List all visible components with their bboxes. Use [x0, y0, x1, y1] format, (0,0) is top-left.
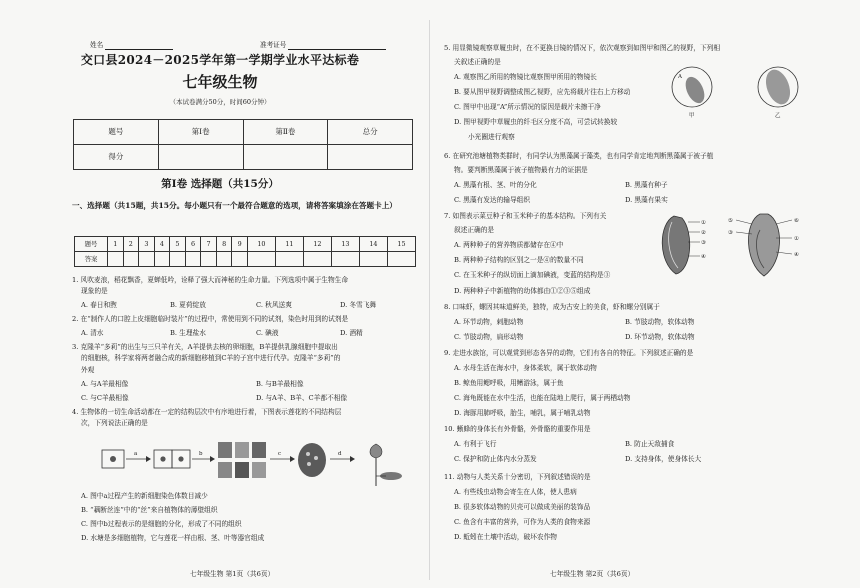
label-3-corn: ③ — [728, 230, 733, 236]
pod-hole — [314, 456, 318, 460]
option[interactable]: A. 春日和煦 — [81, 301, 117, 309]
score-header-cell: 第Ⅰ卷 — [158, 120, 243, 145]
question-5-stem: 5. 用显微镜观察草履虫时，在不更换目镜的情况下，依次观察到如图甲和图乙的视野，下列相 — [444, 44, 721, 52]
exam-note: （本试卷满分50分，时间60分钟） — [169, 98, 271, 106]
answer-number-cell: 12 — [303, 237, 331, 252]
tissue-block — [252, 442, 266, 458]
question-9-stem: 9. 走进水族馆，可以观赏到形态各异的动物，它们有各自的特征。下列叙述正确的是 — [444, 349, 694, 357]
question-1-stem: 现象的是 — [81, 287, 108, 295]
tissue-block — [235, 442, 249, 458]
answer-box[interactable] — [331, 252, 359, 267]
option[interactable]: C. 与C羊最相像 — [81, 394, 129, 402]
question-8-stem: 8. 口味虾，螺因其味道鲜美，独特，成为古安上的美食，虾和螺分别属于 — [444, 303, 660, 311]
answer-box[interactable] — [139, 252, 155, 267]
arrow-d-label: d — [338, 451, 342, 457]
question-2-stem: 2. 在“制作人的口腔上皮细胞临时装片”的过程中，常使用到不同的试剂，染色时用到的试剂是 — [72, 315, 349, 323]
view-jia-label: 甲 — [689, 113, 695, 118]
lotus-flower-shape — [370, 444, 382, 458]
arrow-c-label: c — [278, 451, 282, 457]
cell-nucleus-shape — [160, 456, 165, 461]
arrow-b-label: b — [199, 451, 203, 457]
answer-number-cell: 7 — [201, 237, 217, 252]
answer-box[interactable] — [359, 252, 387, 267]
seed-structure-figure — [652, 210, 820, 282]
name-label: 姓名 — [90, 41, 104, 50]
name-field[interactable] — [90, 40, 173, 50]
question-3-stem: 3. 克隆羊“多莉”的出生与三只羊有关，A羊提供去核的卵细胞，B羊提供乳腺细胞中提取出 — [72, 343, 338, 351]
answer-box[interactable] — [232, 252, 248, 267]
option[interactable]: C. 黑藻有发达的输导组织 — [454, 196, 531, 204]
question-1-stem: 1. 风吹麦浪，稻花飘香，夏蝉低吟，诠释了强大而神秘的生命力量。下列选项中属于生物生命 — [72, 276, 349, 284]
question-7-stem: 叙述正确的是 — [454, 226, 495, 234]
option[interactable]: C. 碘液 — [256, 329, 279, 337]
exam-number-field[interactable] — [260, 40, 386, 50]
tissue-group-shape — [218, 442, 266, 478]
option[interactable]: B. 鲸鱼用鳃呼吸，用鳍游泳，属于鱼 — [454, 379, 564, 387]
score-header-cell: 题号 — [74, 120, 159, 145]
page-two — [430, 0, 860, 588]
option[interactable]: B. 两种种子结构的区别之一是④的数量不同 — [454, 256, 584, 264]
corn-seed-shape — [748, 214, 779, 276]
score-cell[interactable] — [328, 145, 413, 170]
answer-number-cell: 4 — [154, 237, 170, 252]
answer-number-cell: 13 — [331, 237, 359, 252]
question-6-stem: 6. 在研究池塘植物类群时，有同学认为黑藻属于藻类，也有同学肯定地判断黑藻属于被子植 — [444, 152, 714, 160]
option[interactable]: B. 节肢动物，软体动物 — [625, 318, 695, 326]
label-4-corn: ④ — [794, 252, 799, 258]
label-3: ③ — [701, 240, 706, 246]
option[interactable]: C. 鱼含有丰富的营养，可作为人类的食物来源 — [454, 518, 591, 526]
option[interactable]: A. 观察图乙所用的物镜比观察图甲所用的物镜长 — [454, 73, 597, 81]
answer-number-cell: 10 — [247, 237, 275, 252]
lotus-structure-figure — [96, 436, 416, 488]
option[interactable]: D. 两种种子中新植物的幼体都由①②③⑤组成 — [454, 287, 591, 295]
subject-title: 七年级生物 — [182, 73, 258, 91]
lotus-pod-shape — [298, 443, 326, 477]
answer-number-cell: 15 — [387, 237, 415, 252]
exam-number-label: 准考证号 — [260, 41, 287, 50]
marker-a-label: A — [678, 74, 682, 80]
label-6: ⑥ — [794, 218, 799, 224]
option[interactable]: B. 生理盐水 — [170, 329, 206, 337]
arrow-d-head — [350, 456, 355, 462]
question-11-stem: 11. 动物与人类关系十分密切，下列叙述错误的是 — [444, 473, 591, 481]
answer-box[interactable] — [185, 252, 201, 267]
answer-box[interactable] — [216, 252, 232, 267]
paramecium-large-shape — [762, 66, 795, 107]
label-5: ⑤ — [728, 218, 733, 224]
score-cell[interactable] — [243, 145, 328, 170]
label-1-corn: ① — [794, 236, 799, 242]
question-6-stem: 物。要判断黑藻属于被子植物最有力的证据是 — [454, 166, 588, 174]
option[interactable]: B. “藕断丝连”中的“丝”来自植物体的薄壁组织 — [81, 506, 218, 514]
answer-box[interactable] — [123, 252, 139, 267]
score-table — [73, 119, 413, 170]
paramecium-shape — [682, 74, 708, 106]
option[interactable]: D. 与A羊、B羊、C羊都不相像 — [256, 394, 348, 402]
option[interactable]: C. 图甲中出现“A”所示情况的原因是载片未擦干净 — [454, 103, 601, 111]
answer-box[interactable] — [387, 252, 415, 267]
option[interactable]: A. 图中a过程产生的新细胞染色体数目减少 — [81, 492, 208, 500]
option[interactable]: D. 酒精 — [340, 329, 363, 337]
option[interactable]: A. 两种种子的营养物质都储存在④中 — [454, 241, 564, 249]
option[interactable]: D. 海豚用肺呼吸，胎生，哺乳，属于哺乳动物 — [454, 409, 591, 417]
page-footer: 七年级生物 第2页（共6页） — [550, 570, 635, 578]
arrow-b-head — [210, 456, 215, 462]
tissue-block — [252, 462, 266, 478]
pod-hole — [306, 452, 310, 456]
cell-nucleus-shape — [110, 456, 116, 462]
option[interactable]: A. 有些线虫动物会寄生在人体，使人患病 — [454, 488, 577, 496]
score-header-cell: 总分 — [328, 120, 413, 145]
label-2: ② — [701, 230, 706, 236]
question-4-stem: 4. 生物体的一切生命活动都在一定的结构层次中有序地进行着，下图表示莲花的不同结构层 — [72, 408, 342, 416]
option[interactable]: B. 要从图甲视野调整成图乙视野，应先将载片往右上方移动 — [454, 88, 631, 96]
option[interactable]: A. 环节动物，刺胞动物 — [454, 318, 524, 326]
question-4-stem: 次，下列说法正确的是 — [81, 419, 148, 427]
answer-box[interactable] — [303, 252, 331, 267]
label-1: ① — [701, 220, 706, 226]
option[interactable]: B. 黑藻有种子 — [625, 181, 668, 189]
score-cell[interactable] — [158, 145, 243, 170]
question-3-stem: 的细胞核，科学家将两者融合成的新细胞移植到C羊的子宫中进行代孕。克隆羊“多莉”的 — [81, 354, 341, 362]
pointer-line — [736, 220, 752, 224]
option[interactable]: D. 环节动物，软体动物 — [625, 333, 695, 341]
pod-hole — [307, 462, 311, 466]
option[interactable]: A. 与A羊最相像 — [81, 380, 129, 388]
answer-number-cell: 8 — [216, 237, 232, 252]
option[interactable]: D. 黑藻有果实 — [625, 196, 668, 204]
option[interactable]: D. 图甲视野中草履虫的纤毛区分度不高，可尝试转换较 — [454, 118, 618, 126]
label-4: ④ — [701, 254, 706, 260]
answer-number-cell: 3 — [139, 237, 155, 252]
option[interactable]: C. 海龟既能在水中生活，也能在陆地上爬行，属于两栖动物 — [454, 394, 631, 402]
pointer-line — [776, 220, 792, 224]
view-yi-label: 乙 — [775, 113, 781, 118]
section-instruction: 一、选择题（共15题，共15分。每小题只有一个最符合题意的选项，请将答案填涂在答题卡上） — [72, 201, 397, 210]
answer-number-cell: 1 — [108, 237, 124, 252]
answer-box[interactable] — [170, 252, 186, 267]
cell-nucleus-shape — [178, 456, 183, 461]
tissue-block — [218, 462, 232, 478]
answer-number-cell: 9 — [232, 237, 248, 252]
answer-number-cell: 14 — [359, 237, 387, 252]
option[interactable]: C. 秋风送爽 — [256, 301, 292, 309]
answer-number-cell: 6 — [185, 237, 201, 252]
answer-box[interactable] — [201, 252, 217, 267]
question-10-stem: 10. 蜥蜂的身体长有外骨骼，外骨骼的重要作用是 — [444, 425, 591, 433]
arrow-a-label: a — [134, 451, 138, 457]
answer-table — [74, 236, 416, 267]
name-underline[interactable] — [105, 40, 173, 50]
option[interactable]: B. 夏荷绽放 — [170, 301, 206, 309]
score-header-cell: 第Ⅱ卷 — [243, 120, 328, 145]
tissue-block — [235, 462, 249, 478]
tissue-block — [218, 442, 232, 458]
option[interactable]: B. 与B羊最相像 — [256, 380, 304, 388]
section-title: 第Ⅰ卷 选择题（共15分） — [161, 178, 279, 190]
answer-number-cell: 5 — [170, 237, 186, 252]
option[interactable]: C. 在玉米种子的纵切面上滴加碘液，变蓝的结构是③ — [454, 271, 611, 279]
option[interactable]: D. 支持身体，使身体长大 — [625, 455, 702, 463]
arrow-a-head — [146, 456, 151, 462]
exam-title: 交口县2024－2025学年第一学期学业水平达标卷 — [80, 53, 360, 67]
option[interactable]: C. 图中b过程表示的是细胞的分化，形成了不同的组织 — [81, 520, 242, 528]
question-7-stem: 7. 如图表示菜豆种子和玉米种子的基本结构。下列有关 — [444, 212, 607, 220]
option[interactable]: A. 清水 — [81, 329, 104, 337]
option[interactable]: A. 水母生活在海水中，身体柔软，属于软体动物 — [454, 364, 597, 372]
answer-box[interactable] — [275, 252, 303, 267]
option[interactable]: B. 防止天敌捕食 — [625, 440, 675, 448]
answer-number-cell: 2 — [123, 237, 139, 252]
question-5-stem: 关叙述正确的是 — [454, 58, 501, 66]
answer-table-label: 答案 — [75, 252, 108, 267]
answer-box[interactable] — [154, 252, 170, 267]
option[interactable]: A. 有利于飞行 — [454, 440, 497, 448]
option-continued: 小光圈进行观察 — [468, 133, 515, 141]
microscope-views-figure — [668, 66, 818, 118]
answer-table-label: 题号 — [75, 237, 108, 252]
option[interactable]: A. 黑藻有根、茎、叶的分化 — [454, 181, 537, 189]
answer-box[interactable] — [247, 252, 275, 267]
score-row-label: 得分 — [74, 145, 159, 170]
exam-number-underline[interactable] — [288, 40, 386, 50]
page-footer: 七年级生物 第1页（共6页） — [190, 570, 275, 578]
arrow-c-head — [290, 456, 295, 462]
option[interactable]: D. 水塘是多细胞植物，它与莲花一样由根、茎、叶等器官组成 — [81, 534, 265, 542]
option[interactable]: D. 蚯蚓在土壤中活动，破坏农作物 — [454, 533, 557, 541]
option[interactable]: B. 很多软体动物的贝壳可以做成美丽的装饰品 — [454, 503, 591, 511]
option[interactable]: D. 冬雪飞舞 — [340, 301, 377, 309]
question-3-stem: 外观 — [81, 366, 95, 374]
option[interactable]: C. 节肢动物，扁形动物 — [454, 333, 524, 341]
answer-number-cell: 11 — [275, 237, 303, 252]
option[interactable]: C. 保护和防止体内水分蒸发 — [454, 455, 537, 463]
answer-box[interactable] — [108, 252, 124, 267]
